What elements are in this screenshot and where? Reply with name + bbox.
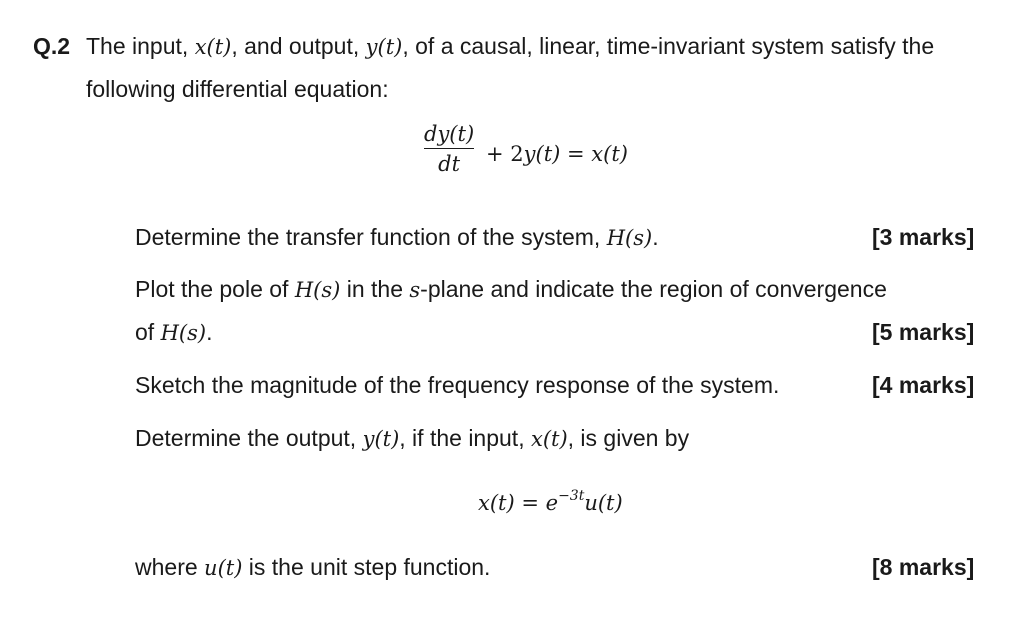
input-equation-tail: u(t) — [584, 491, 623, 515]
question-header — [33, 33, 70, 60]
part-2-line1 — [135, 276, 887, 303]
intro-output-signal: y(t) — [365, 35, 403, 59]
part-1-math: H(s) — [606, 226, 653, 250]
part-4-math-y: y(t) — [362, 427, 400, 451]
part-4-text-a: Determine the output, — [135, 425, 363, 451]
part-1-marks: [3 marks] — [872, 224, 975, 250]
equation-equals: = — [560, 142, 592, 166]
part-2-marks: [5 marks] — [872, 319, 975, 345]
equation-plus-two: + 2 — [486, 142, 524, 166]
question-number: Q.2 — [33, 33, 71, 59]
part-4-text-c: , is given by — [567, 425, 690, 451]
question-intro-line1 — [86, 33, 934, 60]
part-4-marks: [8 marks] — [872, 554, 975, 580]
equation-x: x(t) — [591, 142, 628, 166]
part-2-text-c: -plane and indicate the region of convergence — [420, 276, 887, 302]
intro-text-c: , of a causal, linear, time-invariant system satisfy the — [402, 33, 935, 59]
part-1-text — [135, 224, 659, 251]
equation-rhs — [486, 142, 628, 166]
part-4-where-math: u(t) — [204, 556, 243, 580]
fraction-numerator: dy(t) — [424, 122, 475, 146]
part-2-math-a: H(s) — [294, 278, 341, 302]
part-3-marks: [4 marks] — [872, 372, 975, 398]
input-equation-lhs: x(t) — [478, 491, 515, 515]
part-2-line2 — [135, 319, 212, 346]
part-2-line2-a: of — [135, 319, 161, 345]
derivative-fraction — [424, 122, 474, 176]
part-4-where-b: is the unit step function. — [242, 554, 491, 580]
part-2-line2-math: H(s) — [160, 321, 207, 345]
part-4-text — [135, 425, 689, 452]
input-equation-base: e — [545, 491, 559, 515]
question-intro-line2: following differential equation: — [86, 76, 389, 102]
part-2-line2-b: . — [206, 319, 213, 345]
fraction-denominator: dt — [438, 152, 461, 176]
input-equation — [478, 490, 623, 515]
part-2-math-b: s — [409, 278, 421, 302]
equation-y: y(t) — [523, 142, 561, 166]
part-2-text-b: in the — [340, 276, 410, 302]
fraction-bar — [424, 148, 474, 149]
input-equation-equals: = — [514, 491, 546, 515]
intro-input-signal: x(t) — [194, 35, 232, 59]
part-4-math-x: x(t) — [530, 427, 568, 451]
part-4-where-a: where — [135, 554, 205, 580]
part-1-text-b: . — [652, 224, 659, 250]
part-4-text-b: , if the input, — [399, 425, 531, 451]
part-1-text-a: Determine the transfer function of the system, — [135, 224, 607, 250]
part-4-where — [135, 554, 490, 581]
input-equation-exponent: −3t — [558, 488, 585, 504]
part-2-text-a: Plot the pole of — [135, 276, 295, 302]
intro-text-b: , and output, — [231, 33, 366, 59]
intro-text-a: The input, — [86, 33, 195, 59]
part-3-text: Sketch the magnitude of the frequency response of the system. — [135, 372, 780, 398]
